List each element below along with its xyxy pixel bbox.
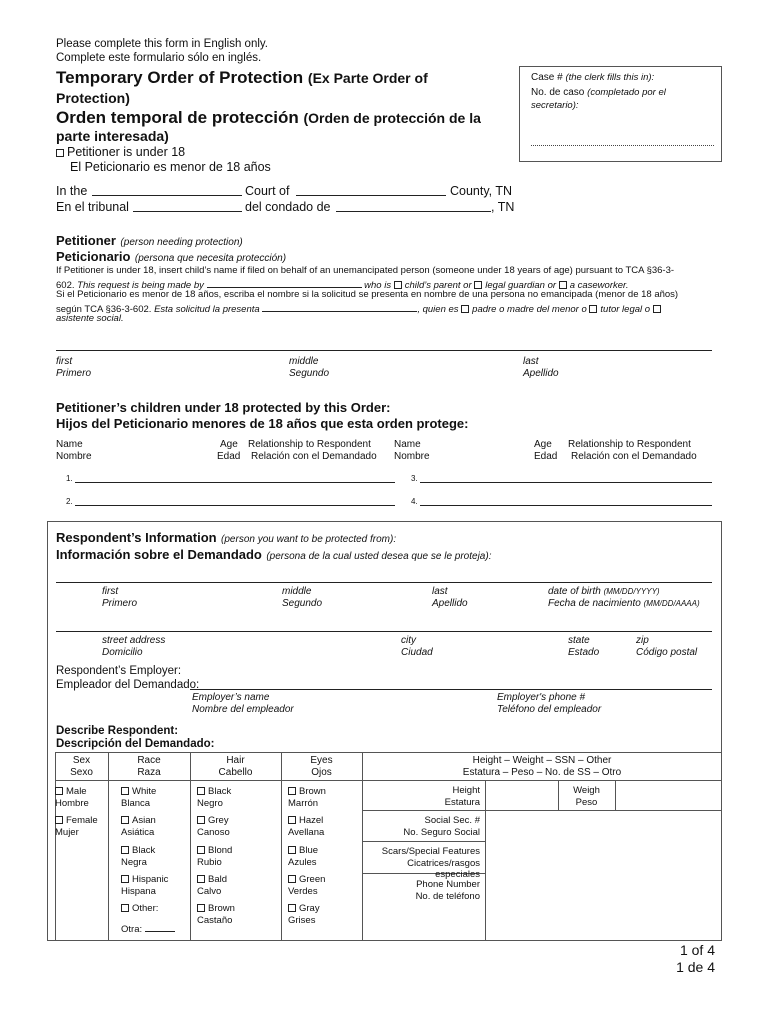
employer-label-es: Empleador del Demandado: bbox=[56, 679, 200, 691]
petitioner-instructions-1: If Petitioner is under 18, insert child’s name if filed on behalf of an unemancipated person (someone under 18 years of age) pursuant to TCA §36-3- bbox=[56, 265, 675, 276]
race-option-white[interactable]: White Blanca bbox=[121, 786, 157, 809]
petitioner-middle-label: middle bbox=[289, 356, 319, 367]
height-field[interactable] bbox=[486, 781, 558, 810]
table-row-divider bbox=[362, 841, 485, 842]
phone-label: Phone Number No. de teléfono bbox=[415, 879, 480, 902]
respondent-middle-label: middle Segundo bbox=[282, 586, 323, 609]
petitioner-instructions-5: asistente social. bbox=[56, 313, 124, 324]
petitioner-instructions-2: 602. This request is being made by who is child’s parent or legal guardian or a caseworker. bbox=[56, 277, 628, 292]
respondent-last-label: last Apellido bbox=[432, 586, 468, 609]
presenter-name-field[interactable] bbox=[262, 301, 417, 312]
petitioner-apellido-label: Apellido bbox=[523, 368, 559, 379]
col-race: Race Raza bbox=[137, 755, 161, 778]
respondent-zip-label: zip Código postal bbox=[636, 635, 698, 658]
respondent-first-label: first Primero bbox=[102, 586, 138, 609]
child-number-1: 1. bbox=[66, 474, 73, 483]
county-field[interactable] bbox=[296, 195, 446, 196]
hair-option-brown[interactable]: Brown Castaño bbox=[197, 903, 235, 926]
employer-field[interactable] bbox=[190, 689, 712, 690]
child-2-field[interactable] bbox=[75, 505, 395, 506]
court-label-in-the: In the bbox=[56, 184, 88, 198]
col-sex: Sex Sexo bbox=[70, 755, 93, 778]
respondent-heading-es: Información sobre el Demandado (persona de la cual usted desea que se le proteja): bbox=[56, 547, 492, 562]
child-4-field[interactable] bbox=[420, 505, 712, 506]
height-label: Height Estatura bbox=[444, 785, 480, 808]
sex-option-female[interactable]: Female Mujer bbox=[55, 815, 98, 838]
children-heading-es: Hijos del Peticionario menores de 18 años que esta orden protege: bbox=[56, 416, 469, 431]
race-option-black[interactable]: Black Negra bbox=[121, 845, 156, 868]
title-en-line2: Protection) bbox=[56, 90, 130, 106]
hair-option-blond[interactable]: Blond Rubio bbox=[197, 845, 233, 868]
employer-label-en: Respondent’s Employer: bbox=[56, 665, 182, 677]
case-label-en: Case # (the clerk fills this in): bbox=[531, 72, 655, 83]
court-label-tn: , TN bbox=[491, 200, 515, 214]
requester-name-field[interactable] bbox=[207, 277, 362, 288]
ssn-label: Social Sec. # No. Seguro Social bbox=[403, 815, 480, 838]
hair-option-grey[interactable]: Grey Canoso bbox=[197, 815, 230, 838]
intro-english: Please complete this form in English only. bbox=[56, 38, 268, 50]
employer-phone-label: Employer's phone # Teléfono del empleador bbox=[497, 692, 602, 715]
petitioner-instructions-4: según TCA §36-3-602. Esta solicitud la presenta , quien es padre o madre del menor o tutor legal o bbox=[56, 301, 664, 316]
petitioner-heading-en: Petitioner (person needing protection) bbox=[56, 233, 243, 248]
intro-spanish: Complete este formulario sólo en inglés. bbox=[56, 52, 262, 64]
petitioner-primero-label: Primero bbox=[56, 368, 92, 379]
under18-checkbox-row[interactable]: Petitioner is under 18 bbox=[56, 145, 185, 160]
page-number: 1 of 4 1 de 4 bbox=[676, 942, 715, 975]
petitioner-last-label: last bbox=[523, 356, 539, 367]
weight-label: Weigh Peso bbox=[573, 785, 600, 808]
race-option-other[interactable]: Other: Otra: bbox=[121, 903, 175, 935]
petitioner-instructions-3: Si el Peticionario es menor de 18 años, escriba el nombre si la solicitud se presenta en nombre de una persona no emancipada (menor de 18 años) bbox=[56, 289, 679, 300]
sex-option-male[interactable]: Male Hombre bbox=[55, 786, 89, 809]
child-1-field[interactable] bbox=[75, 482, 395, 483]
scars-label: Scars/Special Features Cicatrices/rasgos especiales bbox=[381, 846, 480, 880]
court-label-county: County, TN bbox=[450, 184, 513, 198]
under18-checkbox[interactable] bbox=[56, 149, 64, 157]
child-3-field[interactable] bbox=[420, 482, 712, 483]
race-option-asian[interactable]: Asian Asiática bbox=[121, 815, 156, 838]
child-number-2: 2. bbox=[66, 497, 73, 506]
tribunal-field[interactable] bbox=[133, 211, 242, 212]
petitioner-segundo-label: Segundo bbox=[289, 368, 330, 379]
describe-label-en: Describe Respondent: bbox=[56, 725, 179, 737]
respondent-city-label: city Ciudad bbox=[401, 635, 433, 658]
children-age-col-1: Age Edad bbox=[217, 439, 241, 462]
col-hair: Hair Cabello bbox=[218, 755, 253, 778]
respondent-address-field[interactable] bbox=[56, 631, 712, 632]
children-name-col-1: Name Nombre bbox=[56, 439, 92, 462]
weight-field[interactable] bbox=[616, 781, 722, 810]
title-en: Temporary Order of Protection (Ex Parte Order of bbox=[56, 68, 428, 87]
table-col-divider bbox=[281, 752, 282, 941]
children-name-col-2: Name Nombre bbox=[394, 439, 430, 462]
case-label-es-note: secretario): bbox=[531, 100, 579, 111]
eyes-option-blue[interactable]: Blue Azules bbox=[288, 845, 319, 868]
respondent-dob-label: date of birth (MM/DD/YYYY) Fecha de nacimiento (MM/DD/AAAA) bbox=[548, 586, 700, 609]
respondent-heading-en: Respondent’s Information (person you want to be protected from): bbox=[56, 530, 397, 545]
court-type-field[interactable] bbox=[92, 195, 242, 196]
court-label-del-condado: del condado de bbox=[245, 200, 331, 214]
hair-option-black[interactable]: Black Negro bbox=[197, 786, 232, 809]
table-col-divider bbox=[108, 752, 109, 941]
tutor-checkbox[interactable] bbox=[589, 305, 597, 313]
describe-label-es: Descripción del Demandado: bbox=[56, 738, 215, 750]
respondent-name-field[interactable] bbox=[56, 582, 712, 583]
col-eyes: Eyes Ojos bbox=[310, 755, 333, 778]
title-es: Orden temporal de protección (Orden de protección de la bbox=[56, 108, 481, 127]
asistente-checkbox[interactable] bbox=[653, 305, 661, 313]
race-option-hispanic[interactable]: Hispanic Hispana bbox=[121, 874, 169, 897]
children-heading-en: Petitioner’s children under 18 protected by this Order: bbox=[56, 400, 391, 415]
eyes-option-gray[interactable]: Gray Grises bbox=[288, 903, 320, 926]
employer-name-label: Employer’s name Nombre del empleador bbox=[192, 692, 294, 715]
child-number-4: 4. bbox=[411, 497, 418, 506]
children-rel-col-2: Relationship to Respondent Relación con el Demandado bbox=[568, 439, 697, 462]
children-age-col-2: Age Edad bbox=[534, 439, 558, 462]
court-label-en-el: En el tribunal bbox=[56, 200, 129, 214]
hair-option-bald[interactable]: Bald Calvo bbox=[197, 874, 228, 897]
table-col-divider bbox=[190, 752, 191, 941]
children-rel-col-1: Relationship to Respondent Relación con el Demandado bbox=[248, 439, 377, 462]
race-other-field[interactable] bbox=[145, 923, 175, 932]
other-details-field[interactable] bbox=[486, 811, 722, 941]
petitioner-heading-es: Peticionario (persona que necesita protección) bbox=[56, 249, 287, 264]
padre-checkbox[interactable] bbox=[461, 305, 469, 313]
under18-es: El Peticionario es menor de 18 años bbox=[70, 160, 271, 174]
eyes-option-hazel[interactable]: Hazel Avellana bbox=[288, 815, 325, 838]
eyes-option-brown[interactable]: Brown Marrón bbox=[288, 786, 326, 809]
condado-field[interactable] bbox=[336, 211, 491, 212]
col-other: Height – Weight – SSN – Other Estatura – Peso – No. de SS – Otro bbox=[462, 755, 622, 778]
eyes-option-green[interactable]: Green Verdes bbox=[288, 874, 326, 897]
court-label-court-of: Court of bbox=[245, 184, 290, 198]
case-number-field[interactable] bbox=[531, 145, 714, 146]
petitioner-name-field[interactable] bbox=[56, 350, 712, 351]
respondent-state-label: state Estado bbox=[568, 635, 600, 658]
case-label-es: No. de caso (completado por el bbox=[531, 87, 666, 98]
title-es-line2: parte interesada) bbox=[56, 128, 169, 144]
child-number-3: 3. bbox=[411, 474, 418, 483]
petitioner-first-label: first bbox=[56, 356, 73, 367]
respondent-street-label: street address Domicilio bbox=[102, 635, 166, 658]
